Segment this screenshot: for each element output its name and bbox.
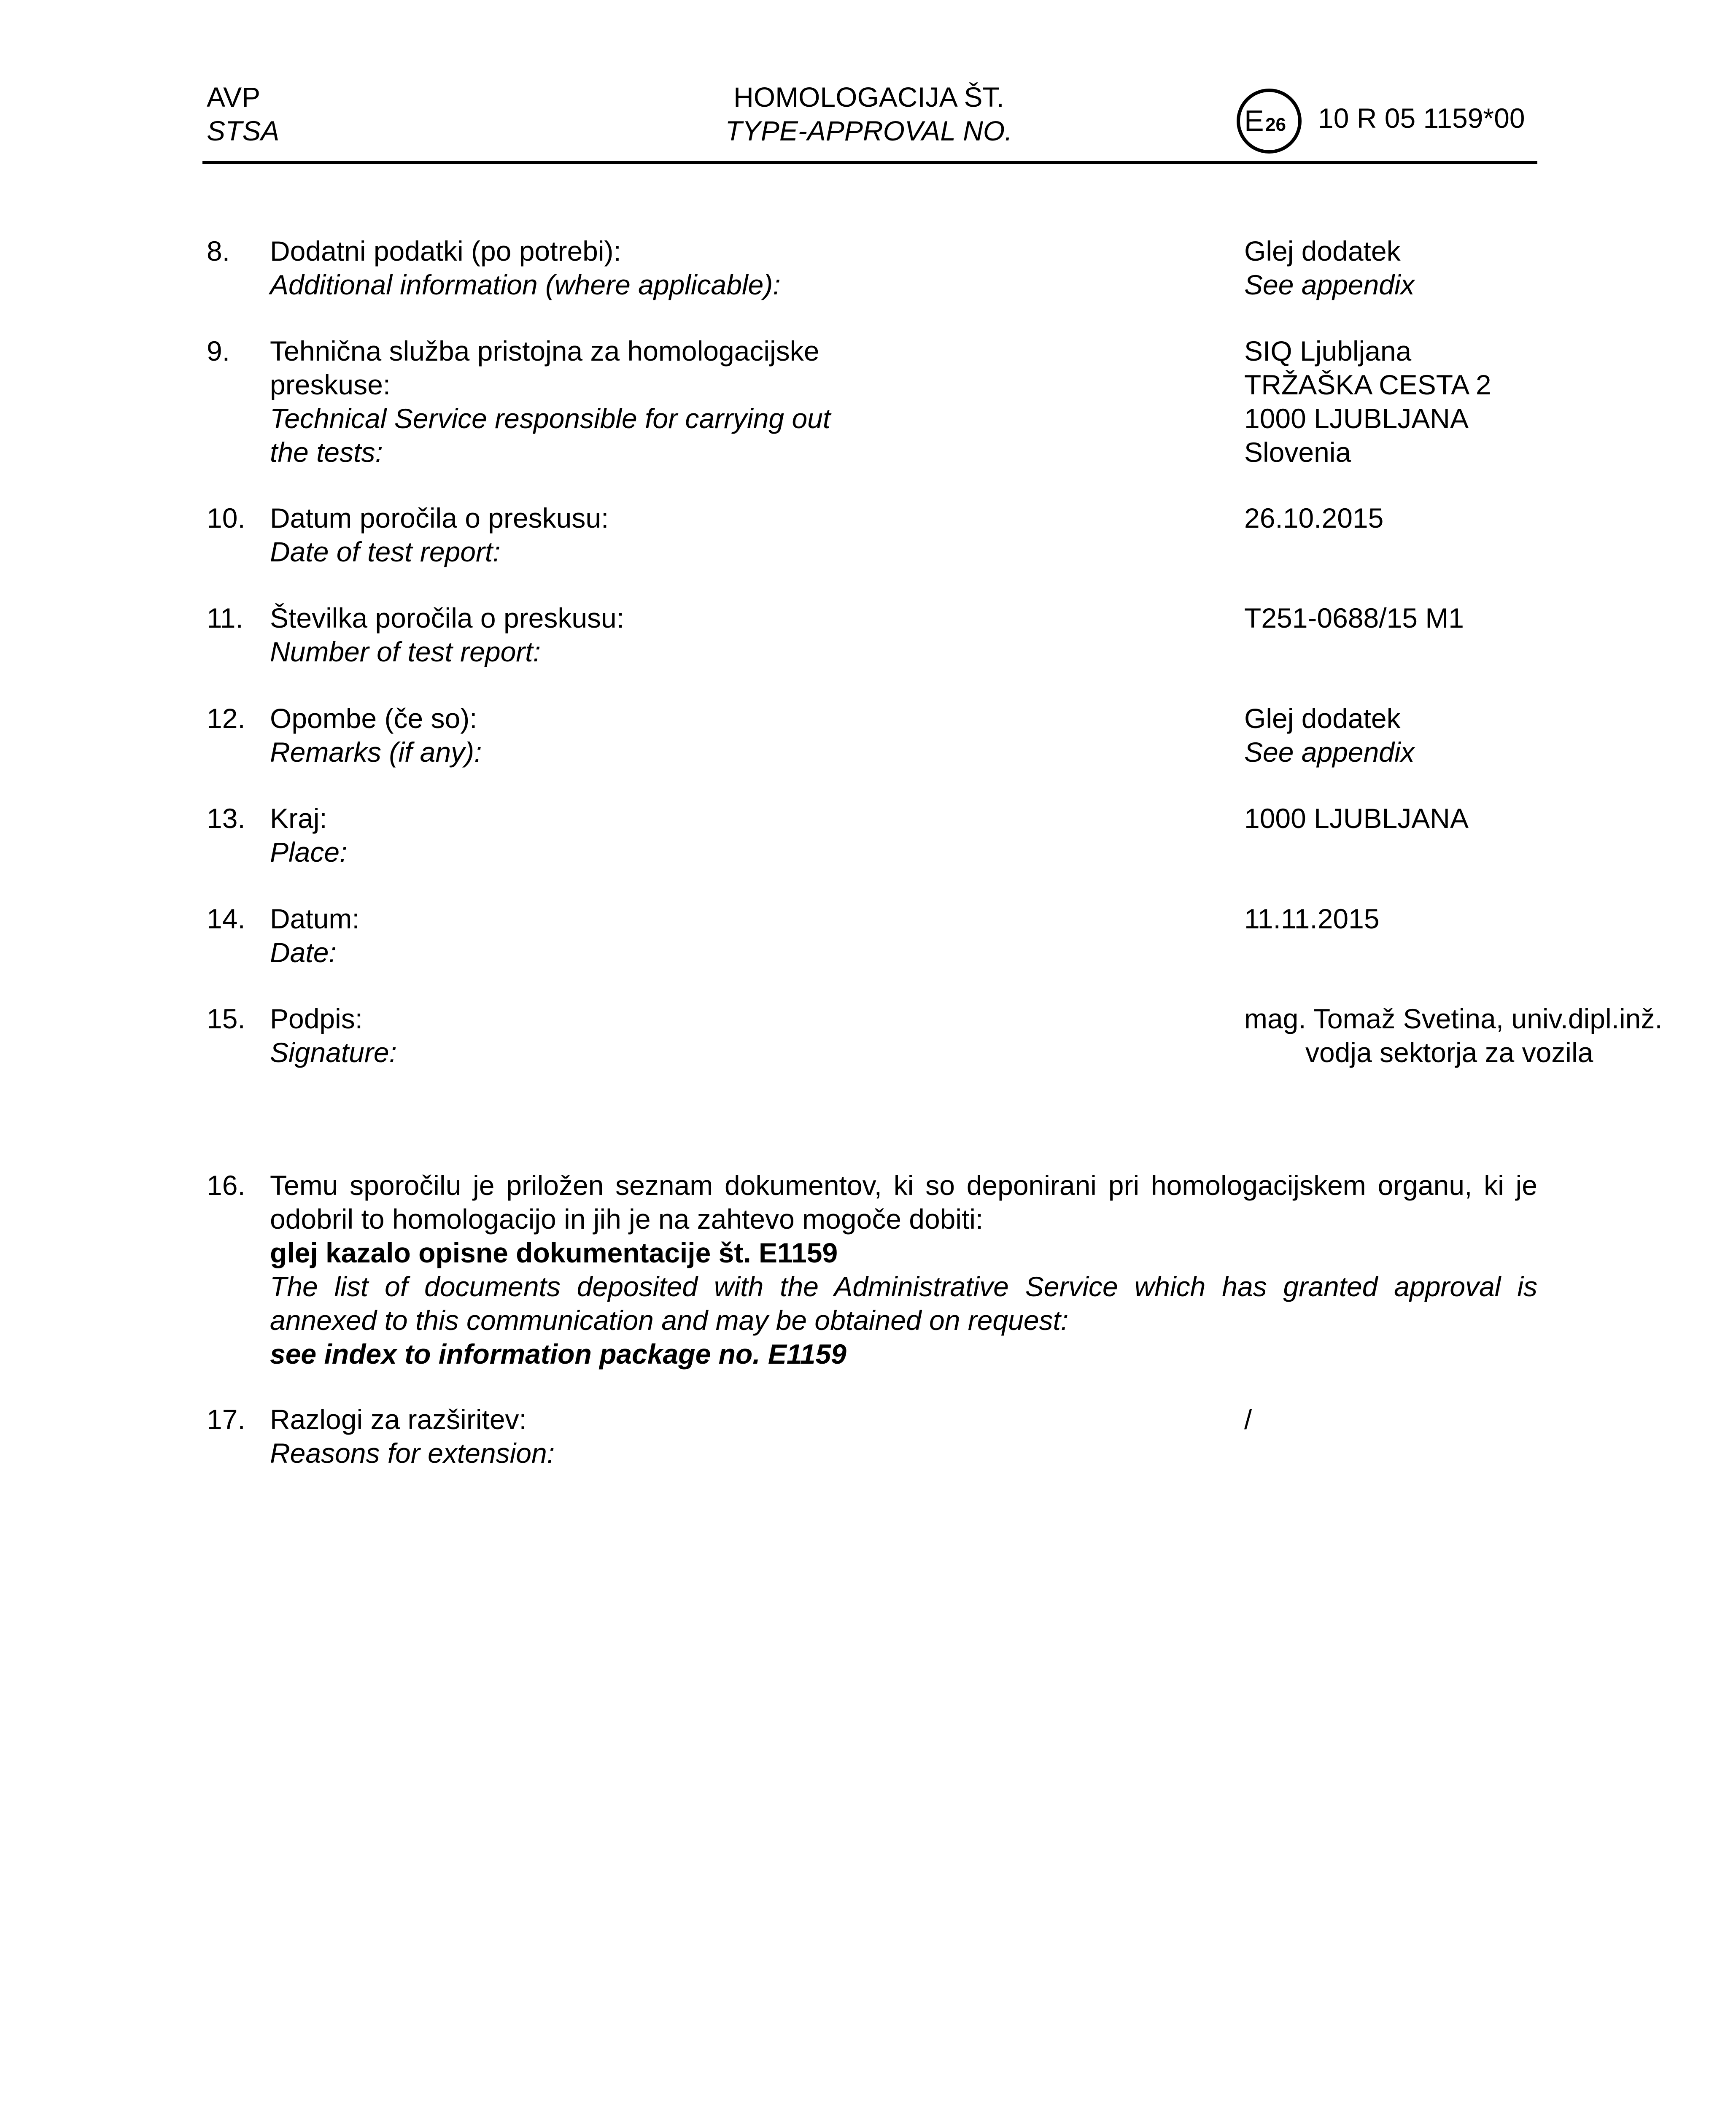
item-label [270, 501, 1071, 569]
header-organization [207, 80, 279, 148]
label-sl: Datum poročila o preskusu: [270, 502, 609, 534]
documents-note [270, 1168, 1537, 1371]
label-en: Signature: [270, 1037, 397, 1068]
item-number: 15. [207, 1003, 245, 1034]
value-en: See appendix [1244, 269, 1415, 300]
item-value: 26.10.2015 [1244, 502, 1384, 534]
e-mark-letter: E [1244, 104, 1264, 137]
header-title [717, 80, 1021, 148]
signatory-name: mag. Tomaž Svetina, univ.dipl.inž. [1244, 1003, 1663, 1034]
signatory-title: vodja sektorja za vozila [1305, 1037, 1593, 1068]
item-number: 11. [207, 602, 243, 634]
label-en: Number of test report: [270, 636, 541, 667]
label-en: Date of test report: [270, 536, 501, 567]
signatory [1244, 1002, 1736, 1069]
title-en: TYPE-APPROVAL NO. [725, 115, 1013, 146]
label-sl-line1: Tehnična služba pristojna za homologacijske [270, 335, 819, 367]
item-label [270, 601, 1071, 669]
item-label [270, 801, 1071, 869]
item-label [270, 701, 1071, 769]
value-sl: Glej dodatek [1244, 703, 1401, 734]
item-value [1244, 234, 1708, 302]
service-city: 1000 LJUBLJANA [1244, 403, 1469, 434]
org-name-en: STSA [207, 115, 280, 146]
label-en: Reasons for extension: [270, 1437, 555, 1469]
label-sl: Datum: [270, 903, 360, 934]
label-sl: Kraj: [270, 803, 327, 834]
label-en-line1: Technical Service responsible for carrying out [270, 403, 831, 434]
item-number: 14. [207, 903, 245, 934]
item-value: / [1244, 1404, 1252, 1435]
item-number: 10. [207, 502, 245, 534]
item-value: 11.11.2015 [1244, 903, 1380, 934]
approval-number: 10 R 05 1159*00 [1318, 102, 1525, 134]
value-en: See appendix [1244, 736, 1415, 768]
item-value: T251-0688/15 M1 [1244, 602, 1464, 634]
technical-service-address [1244, 334, 1708, 469]
item-label [270, 902, 1071, 969]
service-name: SIQ Ljubljana [1244, 335, 1412, 367]
item-number: 17. [207, 1404, 245, 1435]
note-text-sl: Temu sporočilu je priložen seznam dokumentov, ki so deponirani pri homologacijskem organu, ki je odobril to homologacijo in jih je na zahtevo mogoče dobiti: [270, 1170, 1537, 1235]
label-en: Remarks (if any): [270, 736, 482, 768]
note-reference-sl: glej kazalo opisne dokumentacije št. E1159 [270, 1237, 838, 1268]
e-mark-number: 26 [1265, 114, 1286, 135]
item-label [270, 234, 1071, 302]
label-sl-line2: preskuse: [270, 369, 391, 400]
header-divider [202, 161, 1537, 164]
label-en: Additional information (where applicable): [270, 269, 781, 300]
item-number: 9. [207, 335, 230, 367]
e-mark-icon [1236, 88, 1302, 154]
label-en-line2: the tests: [270, 437, 383, 468]
item-value: 1000 LJUBLJANA [1244, 803, 1469, 834]
item-number: 8. [207, 235, 230, 267]
label-sl: Dodatni podatki (po potrebi): [270, 235, 621, 267]
title-sl: HOMOLOGACIJA ŠT. [733, 81, 1004, 113]
label-en: Place: [270, 836, 348, 868]
note-reference-en: see index to information package no. E1159 [270, 1338, 846, 1370]
item-number: 16. [207, 1170, 245, 1201]
value-sl: Glej dodatek [1244, 235, 1401, 267]
label-sl: Podpis: [270, 1003, 363, 1034]
item-value [1244, 701, 1708, 769]
label-sl: Opombe (če so): [270, 703, 477, 734]
item-label [270, 1402, 1071, 1470]
note-text-en: The list of documents deposited with the Administrative Service which has granted approval is annexed to this communication and may be obtained on request: [270, 1271, 1537, 1336]
label-sl: Razlogi za razširitev: [270, 1404, 527, 1435]
label-sl: Številka poročila o preskusu: [270, 602, 625, 634]
item-label [270, 1002, 1071, 1069]
item-label [270, 334, 1071, 469]
item-number: 13. [207, 803, 245, 834]
service-country: Slovenia [1244, 437, 1351, 468]
org-name-sl: AVP [207, 81, 261, 113]
label-en: Date: [270, 937, 337, 968]
item-number: 12. [207, 703, 245, 734]
service-street: TRŽAŠKA CESTA 2 [1244, 369, 1491, 400]
